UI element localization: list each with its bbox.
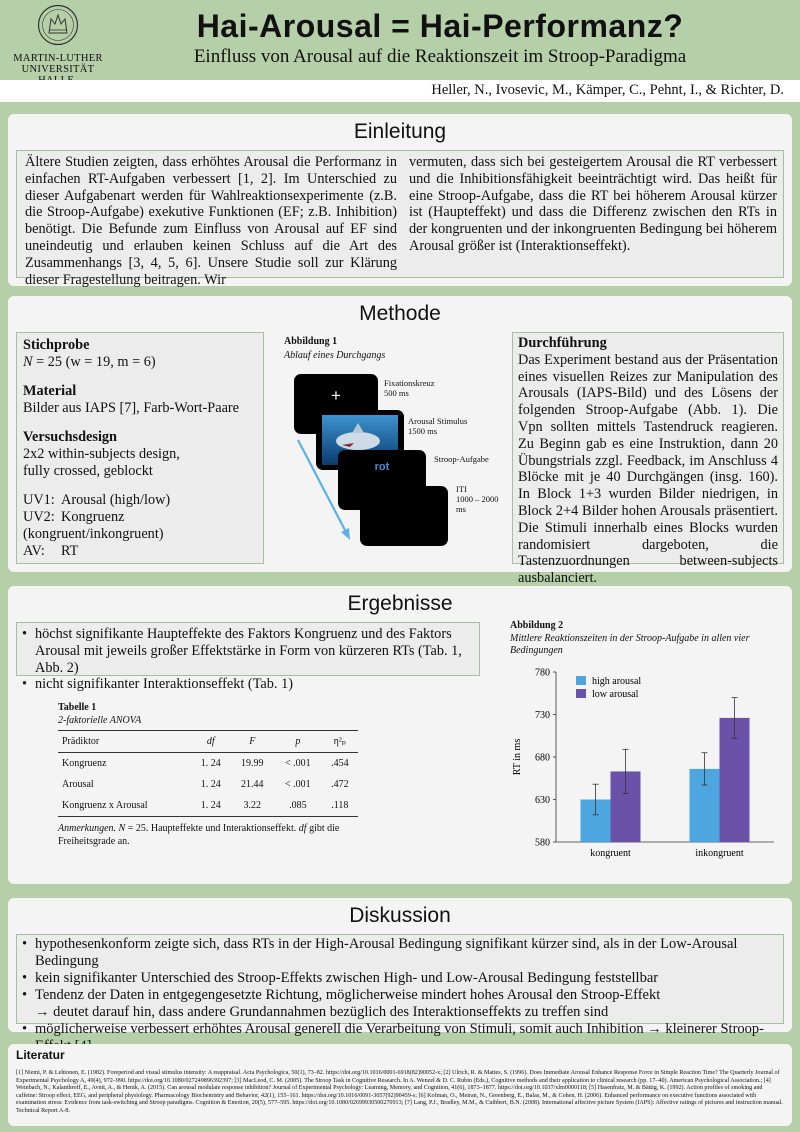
step-label-fixation: Fixationskreuz 500 ms — [384, 378, 435, 398]
literatur-text: [1] Niemi, P. & Lehtonen, E. (1982). Foreperiod and visual stimulus intensity: A reappraisal. Acta Psychologica, 50(1), 73–82. https://doi.org/10.1016/0001-6918(82)90052-x; [2] Ulrich, R. & Mattes, S. (1996). Does Immediate Arousal Enhance Response Force in Simple Reaction Time? The Quarterly Journal of Experimental Psychology A, 49(4), 972–990. https://doi.org/10.1080/027249896392397; [3] MacLeod, C. M. (2005). The Stroop Task in Cognitive Research. In A. Wenzel & D. C. Rubin (Eds.), Cognitive methods and their application to clinical research (pp. 17–40). American Psychological Association.; [4] Weinbach, N., Kalanthroff, E., Avnit, A., & Henik, A. (2015). Can arousal modulate response inhibition? Journal of Experimental Psychology: Learning, Memory, and Cognition, 41(6), 1873–1877. https://doi.org/10.1037/xlm0000118; [5] Hasenfratz, M. & Bättig, K. (1992). Action profiles of smoking and caffeine: Stroop effect, EEG, and peripheral physiology. Pharmacology Biochemistry and Behavior, 42(1), 155–161. https://doi.org/10.1016/0091-3057(92)90459-s; [6] Kofman, O., Meiran, N., Greenberg, E., Balas, M., & Cohen, H. (2006). Enhanced performance on executive functions associated with examination stress: Evidence from task-switching and Stroop paradigms. Cognition & Emotion, 20(5), 577–595. https://doi.org/10.1080/02699930500270913; [7] Lang, P.J., Bradley, M.M., & Cuthbert, B.N. (2008). International affective picture System (IAPS): Affective ratings of pictures and instruction manual. Technical Report A-8. — [16, 1070, 783, 1114]
ergebnisse-bullet-2: • nicht signifikanter Interaktionseffekt (Tab. 1) — [21, 676, 475, 693]
figure-2-caption: Mittlere Reaktionszeiten in der Stroop-Aufgabe in allen vier Bedingungen — [510, 633, 750, 656]
logo-line-1: MARTIN-LUTHER — [13, 53, 103, 64]
table-row: Kongruenz 1. 24 19.99 < .001 .454 — [62, 758, 349, 769]
table-header-row: Prädiktor df F p η²ₚ — [58, 731, 358, 753]
diskussion-continuation: → deutet darauf hin, dass andere Grundannahmen bezüglich des Interaktionseffekts zu treffen sind — [35, 1004, 609, 1020]
durchfuehrung-text: Das Experiment bestand aus der Präsentation eines visuellen Reizes zur Manipulation des Arousals (IAPS-Bild) und des Lösens der folgenden Stroop-Aufgabe (Abb. 1). Die Vpn sollten mittels Tastendruck reagieren. Zu Beginn gab es eine Instruktion, dann 20 Übungstrials zzgl. Feedback, im Anschluss 4 Blöcke mit je 40 Durchgängen (insg. 160). In Block 1+3 wurden Bilder niedrigen, in Block 2+4 Bilder hohen Arousals präsentiert. Die Stimuli innerhalb eines Blocks wurden randomisiert dargeboten, die Tastenzuordnungen between-subjects ausbalanciert. — [518, 351, 778, 587]
einleitung-col-1: Ältere Studien zeigten, dass erhöhtes Arousal die Performanz in einfachen RT-Aufgaben verbessert [1, 2]. Im Unterschied zu dieser Aufgabenart werden für Wahlreaktionsexperimente (z.B. die Stroop-Aufgabe) exekutive Funktionen (EF; z.B. Inhibition) benötigt. Die Befunde zum Einfluss von Arousal auf EF sind uneindeutig und erlauben keinen Schluss auf die Art des Zusammenhangs [3, 4, 5, 6]. Unsere Studie soll zur Klärung dieser Fragestellung beitragen. Wir — [25, 154, 397, 288]
legend-swatch — [576, 676, 586, 685]
poster-header — [0, 0, 800, 80]
table-1 — [58, 702, 358, 848]
literatur-title: Literatur — [16, 1048, 65, 1062]
logo-line-2: UNIVERSITÄT — [21, 64, 95, 75]
y-tick-label: 780 — [535, 667, 550, 679]
figure-1-caption: Ablauf eines Durchgangs — [284, 350, 386, 361]
table-1-label: Tabelle 1 — [58, 702, 97, 713]
diskussion-box — [16, 934, 784, 1037]
figure-1-label: Abbildung 1 — [284, 336, 338, 347]
material-heading: Material — [23, 383, 77, 399]
x-tick-label: inkongruent — [695, 848, 744, 859]
design-line-1: 2x2 within-subjects design, — [23, 446, 180, 462]
step-label-arousal: Arousal Stimulus 1500 ms — [408, 416, 468, 436]
ergebnisse-bullets-box — [16, 622, 480, 693]
table-row: Kongruenz x Arousal 1. 24 3.22 .085 .118 — [58, 795, 358, 817]
y-tick-label: 630 — [535, 795, 550, 806]
step-label-iti: ITI 1000 – 2000 ms — [456, 484, 499, 514]
seal-icon — [37, 4, 79, 46]
table-row: Arousal 1. 24 21.44 < .001 .472 — [62, 779, 349, 790]
section-einleitung — [8, 114, 792, 286]
stichprobe-text: N = 25 (w = 19, m = 6) — [23, 354, 156, 370]
figure-2 — [510, 620, 784, 657]
y-tick-label: 680 — [535, 752, 550, 764]
figure-2-label: Abbildung 2 — [510, 620, 564, 631]
section-methode — [8, 296, 792, 587]
section-title: Ergebnisse — [347, 592, 453, 615]
section-ergebnisse — [8, 586, 792, 884]
y-axis-label: RT in ms — [512, 738, 523, 776]
figure-1 — [284, 336, 510, 566]
av-row: AV: RT — [23, 543, 79, 559]
einleitung-col-2: vermuten, dass sich bei gesteigertem Arousal die RT verbessert und die Inhibitionsfähigkeit beeinträchtigt wird. Das heißt für eine Stroop-Aufgabe, dass die RT bei höherem Arousal kürzer ist (Haupteffekt) und dass die Differenz zwischen den RTs in der kongruenten und der inkongruenten Bedingung bei höherem Arousal größer ist (Interaktionseffekt). — [409, 154, 777, 254]
methode-left-box — [16, 332, 264, 564]
ergebnisse-bullet-1: • höchst signifikante Haupteffekte des Faktors Kongruenz und des Faktors Arousal mit jeweils großer Effektstärke in Form von kürzeren RTs (Tab. 1, Abb. 2) — [21, 626, 475, 676]
uv2-row: UV2: Kongruenz (kongruent/inkongruent) — [23, 509, 164, 542]
section-literatur — [8, 1044, 792, 1126]
poster-subtitle: Einfluss von Arousal auf die Reaktionszeit im Stroop-Paradigma — [193, 46, 687, 67]
design-line-2: fully crossed, geblockt — [23, 463, 153, 479]
step-label-stroop: Stroop-Aufgabe — [434, 454, 489, 464]
methode-right-box — [512, 332, 784, 587]
screen-fixation: + — [294, 374, 378, 434]
y-tick-label: 580 — [535, 837, 550, 849]
section-title: Einleitung — [353, 120, 447, 143]
einleitung-box — [16, 150, 784, 288]
y-tick-label: 730 — [535, 710, 550, 721]
stichprobe-heading: Stichprobe — [23, 337, 90, 353]
diskussion-bullet-2: • kein signifikanter Unterschied des Stroop-Effekts zwischen High- und Low-Arousal Bedingung feststellbar — [21, 970, 779, 987]
diskussion-bullet-3: • Tendenz der Daten in entgegengesetzte Richtung, möglicherweise mindert hohes Arousal den Stroop-Effekt — [21, 987, 779, 1004]
screen-iti — [360, 486, 448, 546]
legend-label: high arousal — [592, 676, 642, 687]
legend-swatch — [576, 689, 586, 698]
table-1-caption: 2-faktorielle ANOVA — [58, 715, 142, 726]
uv1-row: UV1: Arousal (high/low) — [23, 492, 171, 508]
durchfuehrung-heading: Durchführung — [518, 335, 607, 351]
legend-label: low arousal — [592, 689, 639, 700]
section-diskussion — [8, 898, 792, 1037]
material-text: Bilder aus IAPS [7], Farb-Wort-Paare — [23, 400, 240, 416]
poster-title: Hai-Arousal = Hai-Performanz? — [196, 8, 684, 44]
section-title: Diskussion — [349, 904, 451, 927]
screen-stroop: rot — [338, 450, 426, 510]
authors-bar — [0, 80, 800, 102]
section-title: Methode — [359, 302, 441, 325]
diskussion-bullet-4: • möglicherweise verbessert erhöhtes Arousal generell die Verarbeitung von Stimuli, somit auch Inhibition → kleinerer Stroop- — [21, 1021, 779, 1055]
design-heading: Versuchsdesign — [23, 429, 118, 445]
authors: Heller, N., Ivosevic, M., Kämper, C., Pehnt, I., & Richter, D. — [431, 82, 784, 98]
rt-bar-chart — [502, 662, 788, 874]
x-tick-label: kongruent — [590, 848, 631, 859]
anova-table — [58, 730, 358, 817]
diskussion-bullet-1: • hypothesenkonform zeigte sich, dass RTs in der High-Arousal Bedingung signifikant kürzer sind, als in der Low-Arousal Bedingung — [21, 936, 779, 970]
table-1-note: Anmerkungen. N = 25. Haupteffekte und Interaktionseffekt. df gibt die Freiheitsgrade an. — [58, 823, 340, 847]
